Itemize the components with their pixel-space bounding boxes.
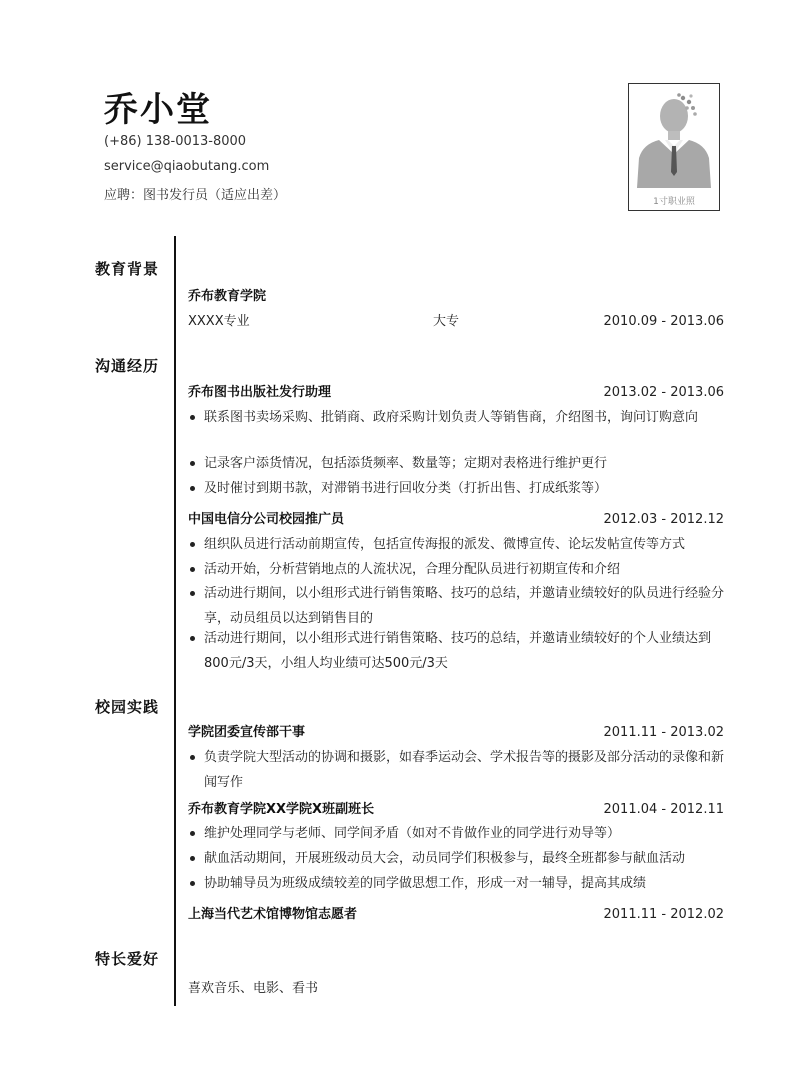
job-bullet: 组织队员进行活动前期宣传，包括宣传海报的派发、微博宣传、论坛发帖宣传等方式 xyxy=(188,532,724,557)
job-header xyxy=(188,906,724,924)
job-objective: 应聘：图书发行员（适应出差） xyxy=(104,188,287,203)
job-title: 学院团委宣传部干事 xyxy=(188,725,306,740)
education-major: XXXX专业 xyxy=(188,314,250,329)
job-header xyxy=(188,384,724,402)
person-silhouette-icon xyxy=(629,84,719,210)
hobbies-text: 喜欢音乐、电影、看书 xyxy=(188,981,319,996)
profile-photo xyxy=(628,83,720,211)
job-header xyxy=(188,511,724,529)
job-bullet: 活动进行期间，以小组形式进行销售策略、技巧的总结，并邀请业绩较好的个人业绩达到800元/3天，小组人均业绩可达500元/3天 xyxy=(188,626,724,676)
job-bullet: 负责学院大型活动的协调和摄影，如春季运动会、学术报告等的摄影及部分活动的录像和新闻写作 xyxy=(188,745,724,795)
job-bullet: 献血活动期间，开展班级动员大会，动员同学们积极参与，最终全班都参与献血活动 xyxy=(188,846,724,871)
resume-name: 乔小堂 xyxy=(104,90,212,130)
education-degree: 大专 xyxy=(433,314,460,329)
job-title: 中国电信分公司校园推广员 xyxy=(188,512,345,527)
photo-caption: 1寸职业照 xyxy=(653,197,695,207)
job-date: 2013.02 - 2013.06 xyxy=(603,385,724,400)
job-bullet: 活动开始，分析营销地点的人流状况，合理分配队员进行初期宣传和介绍 xyxy=(188,557,724,582)
job-bullet: 维护处理同学与老师、同学间矛盾（如对不肯做作业的同学进行劝导等） xyxy=(188,821,724,846)
section-title-education: 教育背景 xyxy=(95,260,160,278)
job-bullet: 活动进行期间，以小组形式进行销售策略、技巧的总结，并邀请业绩较好的队员进行经验分享，动员组员以达到销售目的 xyxy=(188,581,724,631)
job-bullet: 联系图书卖场采购、批销商、政府采购计划负责人等销售商，介绍图书，询问订购意向 xyxy=(188,405,724,430)
job-date: 2011.04 - 2012.11 xyxy=(603,802,724,817)
email-address: service@qiaobutang.com xyxy=(104,159,270,174)
job-bullet: 记录客户添货情况，包括添货频率、数量等；定期对表格进行维护更行 xyxy=(188,451,724,476)
job-date: 2011.11 - 2013.02 xyxy=(603,725,724,740)
job-title: 乔布教育学院XX学院X班副班长 xyxy=(188,802,375,817)
education-date: 2010.09 - 2013.06 xyxy=(603,314,724,329)
job-header xyxy=(188,801,724,819)
job-date: 2011.11 - 2012.02 xyxy=(603,907,724,922)
phone-number: (+86) 138-0013-8000 xyxy=(104,134,247,149)
job-title: 上海当代艺术馆博物馆志愿者 xyxy=(188,907,358,922)
section-title-campus: 校园实践 xyxy=(95,698,160,716)
job-title: 乔布图书出版社发行助理 xyxy=(188,385,332,400)
section-title-communication: 沟通经历 xyxy=(95,357,160,375)
job-bullet: 协助辅导员为班级成绩较差的同学做思想工作，形成一对一辅导，提高其成绩 xyxy=(188,871,724,896)
job-date: 2012.03 - 2012.12 xyxy=(603,512,724,527)
job-bullet: 及时催讨到期书款，对滞销书进行回收分类（打折出售、打成纸浆等） xyxy=(188,476,724,501)
job-header xyxy=(188,724,724,742)
section-divider-line xyxy=(174,236,176,1006)
section-title-hobbies: 特长爱好 xyxy=(95,950,160,968)
education-detail-row xyxy=(188,313,724,331)
education-school-row xyxy=(188,288,724,306)
education-school: 乔布教育学院 xyxy=(188,289,267,304)
